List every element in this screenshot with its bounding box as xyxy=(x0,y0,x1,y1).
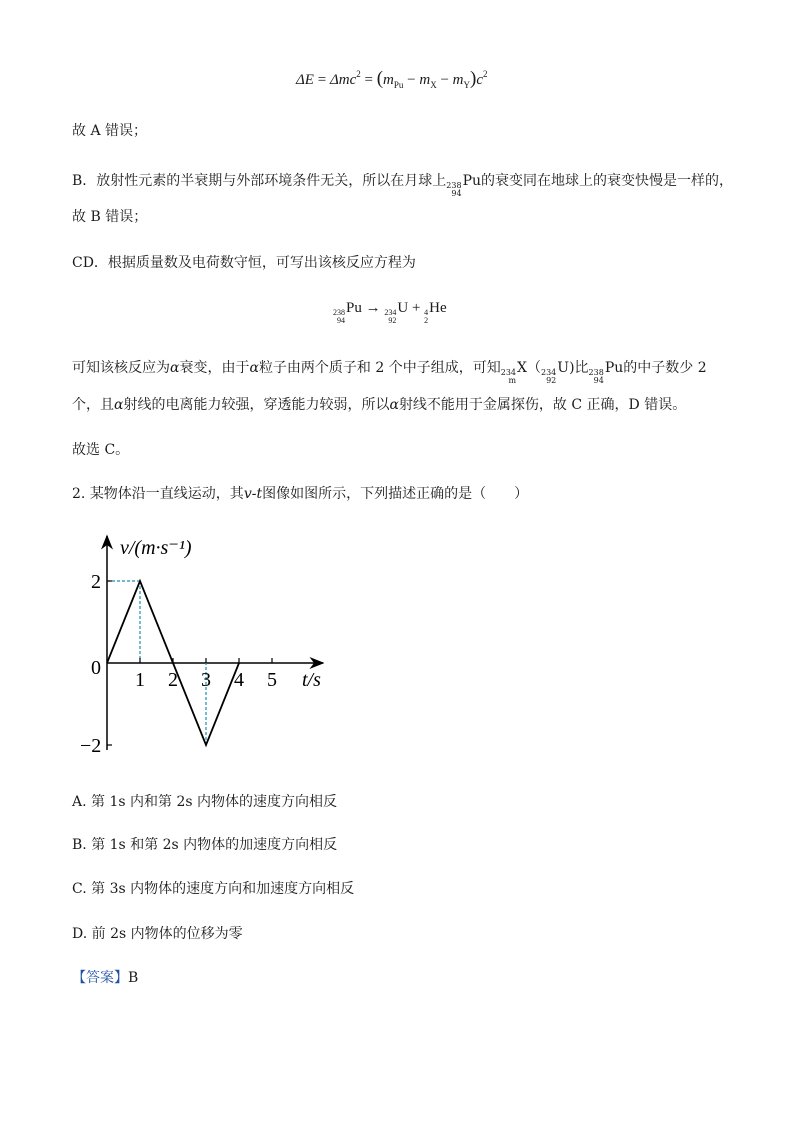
y-tick-label: −2 xyxy=(80,735,102,757)
isotope-index: 234 92 xyxy=(384,308,397,325)
mass-symbol: m xyxy=(419,72,431,88)
eq-sign: = xyxy=(364,72,373,88)
energy-equation xyxy=(296,68,488,90)
option-label: A. xyxy=(72,794,87,810)
vt-chart xyxy=(80,528,340,768)
light-speed-exp: 2 xyxy=(483,69,488,79)
option-text: 第 1s 内和第 2s 内物体的速度方向相反 xyxy=(91,794,337,810)
line-alpha-2: 个，且α射线的电离能力较强，穿透能力较弱，所以α射线不能用于金属探伤，故 C 正确，D 错误。 xyxy=(72,397,687,413)
mass-subscript: Pu xyxy=(393,80,404,90)
option-label: B. xyxy=(72,837,87,853)
answer-value: B xyxy=(128,970,139,986)
alpha-symbol: α xyxy=(170,360,180,376)
x-tick-label: 1 xyxy=(135,669,145,691)
option-d[interactable] xyxy=(72,924,243,944)
vt-symbol: v-t xyxy=(243,486,263,502)
element-symbol: U xyxy=(397,300,409,316)
text-span: 的衰变同在地球上的衰变快慢是一样的， xyxy=(481,173,734,189)
x-tick-label: 5 xyxy=(267,669,277,691)
option-a[interactable] xyxy=(72,792,337,812)
isotope-index: 234 m xyxy=(500,368,517,385)
plus-sign: + xyxy=(411,300,421,316)
x-tick-label: 4 xyxy=(234,669,244,691)
minus-sign: − xyxy=(440,72,449,88)
alpha-symbol: α xyxy=(114,397,124,413)
element-symbol: Pu xyxy=(346,300,362,316)
line-b xyxy=(72,171,733,198)
option-text: 第 1s 和第 2s 内物体的加速度方向相反 xyxy=(91,837,338,853)
answer-mark: 【答案】 xyxy=(72,970,128,986)
eq-mid: Δmc xyxy=(329,72,357,88)
element-symbol: He xyxy=(429,300,447,316)
isotope-index: 238 94 xyxy=(446,181,462,198)
y-tick-label: 2 xyxy=(91,571,101,593)
line-choose: 故选 C。 xyxy=(72,442,130,458)
option-text: 第 3s 内物体的速度方向和加速度方向相反 xyxy=(91,881,355,897)
eq-exp: 2 xyxy=(356,69,361,79)
paren-open: ( xyxy=(376,68,384,89)
option-label: C. xyxy=(72,881,87,897)
question-2: 2. 某物体沿一直线运动，其v-t图像如图所示，下列描述正确的是（ ） xyxy=(72,486,529,502)
eq-lhs: ΔE xyxy=(296,72,314,88)
element-symbol: Pu xyxy=(462,173,482,189)
mass-subscript: X xyxy=(430,80,437,90)
line-alpha-1: 可知该核反应为α衰变，由于α粒子由两个质子和 2 个中子组成，可知 234 m X（ 234 92 U)比 238 94 Pu的中子数少 2 xyxy=(72,360,707,385)
question-number: 2. xyxy=(72,486,86,502)
element-symbol: X xyxy=(517,360,527,376)
reaction-arrow: → xyxy=(365,300,381,316)
x-tick-label: 3 xyxy=(201,669,211,691)
y-axis-label: v/(m·s⁻¹) xyxy=(120,537,192,559)
reaction-equation xyxy=(333,300,447,325)
light-speed-symbol: c xyxy=(476,72,484,88)
origin-label: 0 xyxy=(91,657,101,679)
answer xyxy=(72,968,138,988)
eq-sign: = xyxy=(317,72,327,88)
text-span: B．放射性元素的半衰期与外部环境条件无关，所以在月球上 xyxy=(72,173,447,189)
option-text: 前 2s 内物体的位移为零 xyxy=(91,926,243,942)
element-symbol: U) xyxy=(557,360,575,376)
alpha-symbol: α xyxy=(249,360,259,376)
option-c[interactable] xyxy=(72,879,354,899)
x-tick-label: 2 xyxy=(168,669,178,691)
minus-sign: − xyxy=(407,72,416,88)
isotope-index: 4 2 xyxy=(424,308,429,325)
isotope-index: 238 94 xyxy=(333,308,345,325)
alpha-symbol: α xyxy=(389,397,399,413)
mass-symbol: m xyxy=(383,72,394,88)
x-axis-label: t/s xyxy=(302,669,321,691)
isotope-index: 234 92 xyxy=(541,368,557,385)
line-a-wrong: 故 A 错误； xyxy=(72,123,148,139)
element-symbol: Pu xyxy=(604,360,624,376)
isotope-index: 238 94 xyxy=(588,368,604,385)
mass-subscript: Y xyxy=(463,80,471,90)
mass-symbol: m xyxy=(452,72,464,88)
option-b[interactable] xyxy=(72,835,337,855)
option-label: D. xyxy=(72,926,88,942)
line-cd: CD．根据质量数及电荷数守恒，可写出该核反应方程为 xyxy=(72,255,416,271)
line-b-wrong: 故 B 错误； xyxy=(72,209,148,225)
paren-close: ) xyxy=(470,68,477,89)
